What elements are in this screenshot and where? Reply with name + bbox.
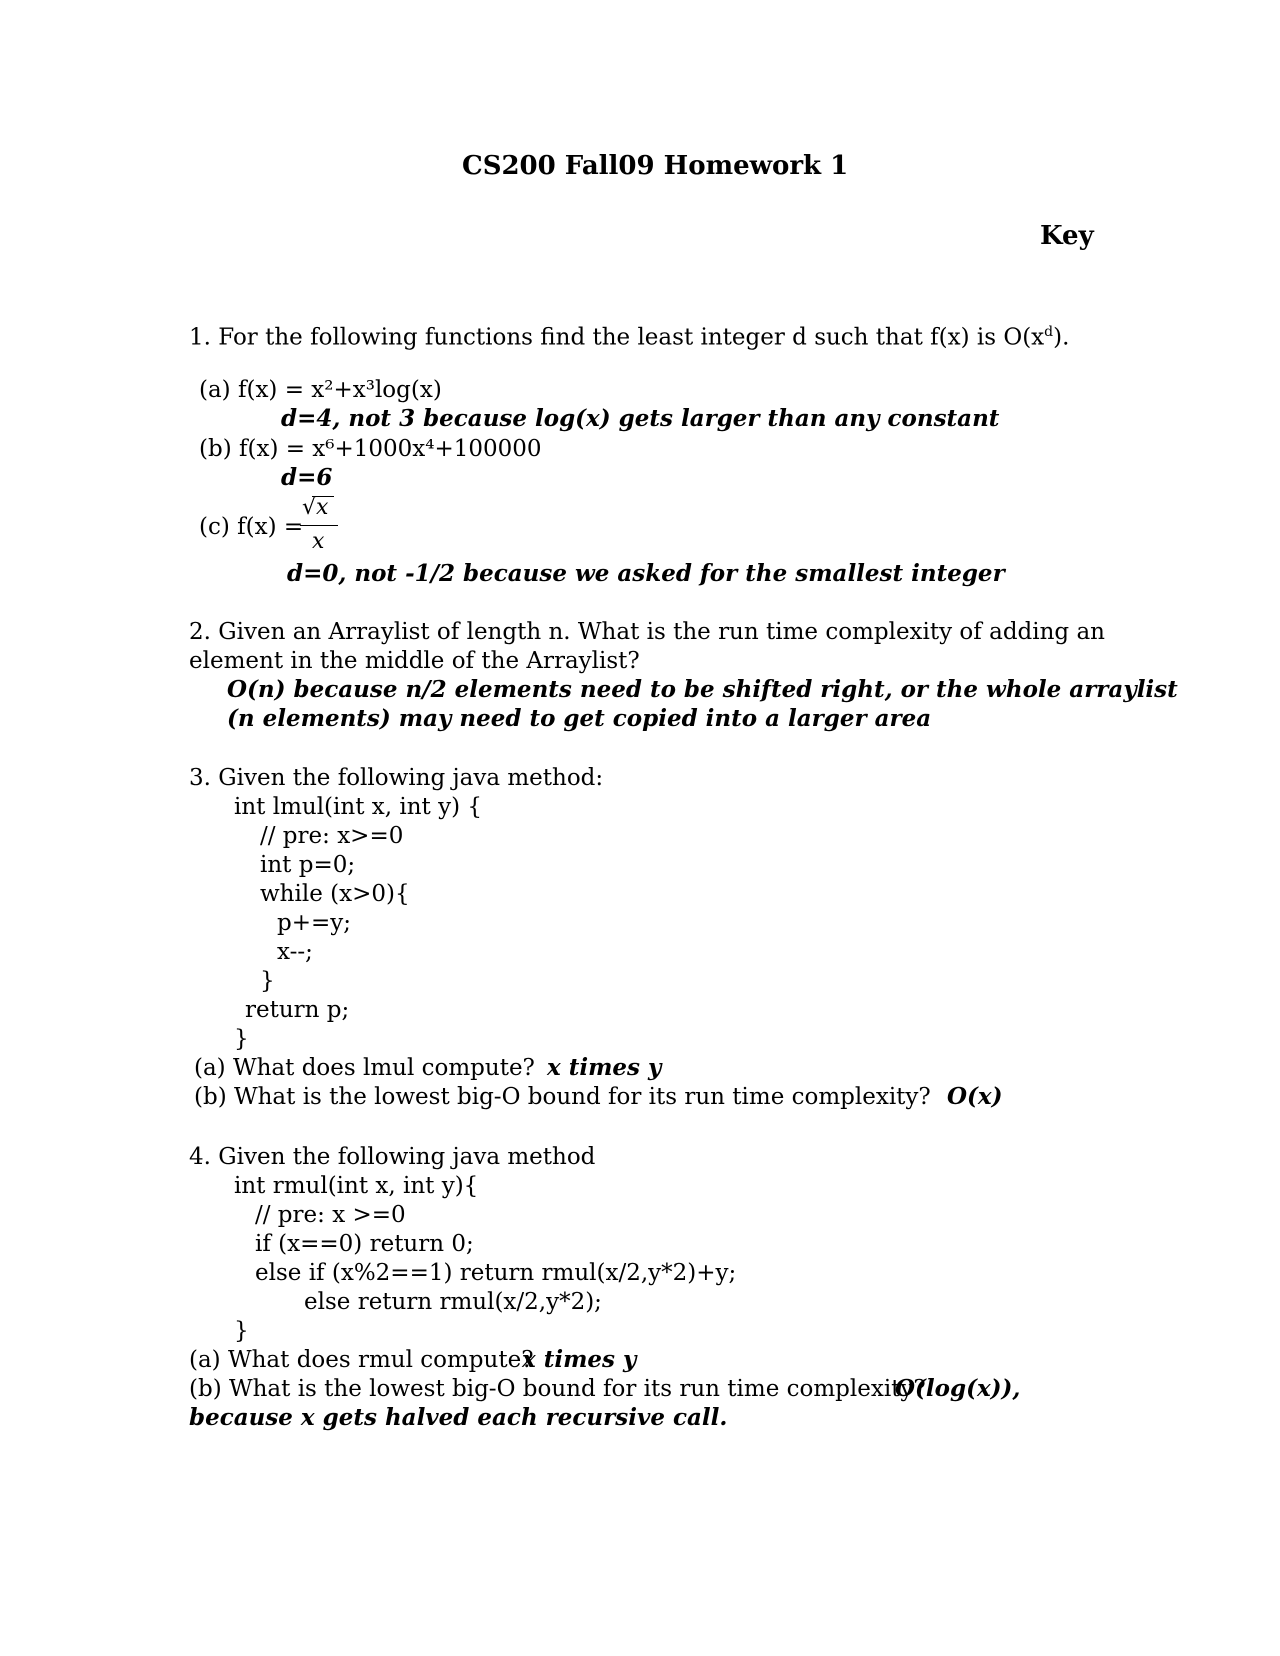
q1-prompt [189, 318, 1069, 352]
q1a-function: (a) f(x) = x²+x³log(x) [199, 377, 442, 403]
q1c-function: (c) f(x) = [199, 514, 304, 540]
q1a-answer: d=4, not 3 because log(x) gets larger than any constant [281, 405, 1000, 432]
q4a-question: (a) What does rmul compute? [189, 1347, 534, 1373]
q4-prompt: 4. Given the following java method [189, 1144, 596, 1170]
q1c-numerator-var: x [316, 495, 329, 520]
q1-prompt-text: 1. For the following functions find the least integer d such that f(x) is O(x [189, 324, 1045, 351]
code-line: int p=0; [260, 852, 356, 878]
q1c-denominator: x [312, 529, 325, 554]
q2-answer-line1: O(n) because n/2 elements need to be shifted right, or the whole arraylist [227, 676, 1178, 703]
code-line: // pre: x>=0 [260, 823, 404, 849]
q2-answer-line2: (n elements) may need to get copied into a larger area [227, 705, 932, 732]
code-line: } [234, 1026, 249, 1052]
q4a-answer: x times y [522, 1346, 637, 1373]
q3a-question: (a) What does lmul compute? [194, 1055, 535, 1081]
q1-prompt-end: ). [1053, 324, 1070, 351]
code-line: else if (x%2==1) return rmul(x/2,y*2)+y; [255, 1260, 737, 1286]
q1b-answer: d=6 [281, 464, 333, 491]
code-line: } [260, 968, 275, 994]
q2-line2: element in the middle of the Arraylist? [189, 648, 640, 674]
q1c-answer: d=0, not -1/2 because we asked for the smallest integer [287, 560, 1005, 587]
code-line: // pre: x >=0 [255, 1202, 406, 1228]
q1c-fraction [300, 495, 340, 557]
code-line: if (x==0) return 0; [255, 1231, 474, 1257]
q3-prompt: 3. Given the following java method: [189, 765, 604, 791]
q1b-function: (b) f(x) = x⁶+1000x⁴+100000 [199, 436, 542, 462]
q3a-answer: x times y [547, 1054, 662, 1081]
code-line: else return rmul(x/2,y*2); [304, 1289, 602, 1315]
sqrt-vinculum [312, 496, 334, 497]
q4b-question: (b) What is the lowest big-O bound for its run time complexity? [189, 1376, 926, 1402]
q1c-numerator [302, 495, 328, 521]
q4b-answer: O(log(x)), [895, 1375, 1021, 1402]
q3b-answer: O(x) [947, 1083, 1003, 1110]
code-line: } [234, 1318, 249, 1344]
code-line: p+=y; [277, 910, 352, 936]
code-line: int rmul(int x, int y){ [234, 1173, 479, 1199]
q4b-answer-reason: because x gets halved each recursive call. [189, 1404, 728, 1431]
q2-line1: 2. Given an Arraylist of length n. What is the run time complexity of adding an [189, 619, 1105, 645]
code-line: return p; [245, 997, 350, 1023]
sqrt-icon: √ [302, 495, 317, 520]
q3b-question: (b) What is the lowest big-O bound for its run time complexity? [194, 1084, 931, 1110]
code-line: int lmul(int x, int y) { [234, 794, 482, 820]
document-title: CS200 Fall09 Homework 1 [462, 151, 849, 181]
q1-prompt-exponent: d [1044, 324, 1054, 340]
key-label: Key [1040, 221, 1094, 251]
code-line: while (x>0){ [260, 881, 410, 907]
code-line: x--; [277, 939, 313, 965]
fraction-bar [300, 525, 338, 526]
